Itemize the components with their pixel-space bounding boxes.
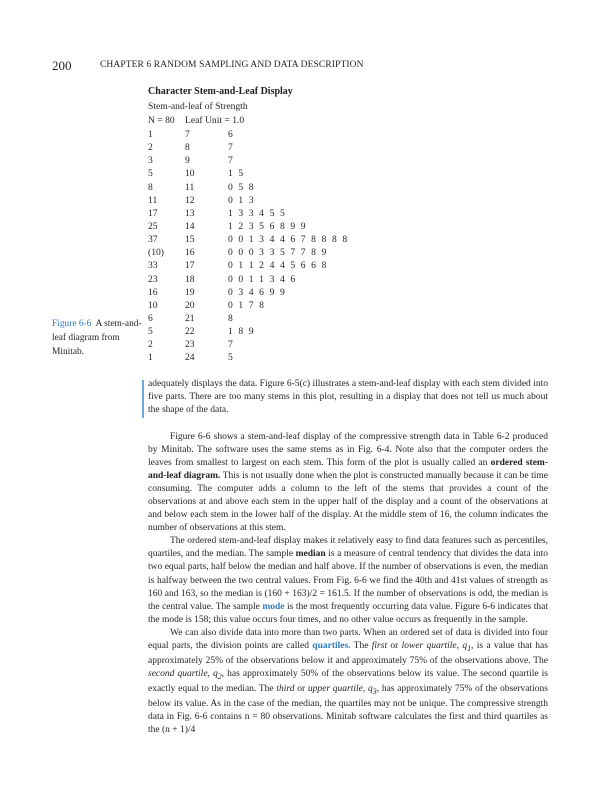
- stem-leaf-row: [148, 182, 448, 195]
- stem-leaf-row: [148, 313, 448, 326]
- stem-leaf-row: [148, 168, 448, 181]
- row-leaves: 0 0 0 3 3 5 7 7 8 9: [228, 247, 328, 259]
- stem-leaf-row: [148, 287, 448, 300]
- row-stem: 8: [185, 142, 190, 154]
- row-leaves: 0 0 1 3 4 4 6 7 8 8 8 8: [228, 234, 349, 246]
- row-leaves: 0 1 3: [228, 194, 256, 206]
- figure-label: Figure 6-6: [52, 319, 92, 329]
- row-stem: 14: [185, 220, 195, 232]
- stem-leaf-row: [148, 195, 448, 208]
- row-leaves: 1 3 3 4 5 5: [228, 207, 287, 219]
- paragraph-continued: adequately displays the data. Figure 6-5(c) illustrates a stem-and-leaf display with each stem divided into five parts. There are too many stems in this plot, resulting in a display that does not tell us much about the shape of the data.: [148, 379, 548, 416]
- chapter-title: CHAPTER 6 RANDOM SAMPLING AND DATA DESCRIPTION: [100, 60, 364, 70]
- row-count: 1: [148, 352, 153, 364]
- stem-leaf-row: [148, 208, 448, 221]
- row-leaves: 0 1 7 8: [228, 299, 266, 311]
- stem-leaf-row: [148, 221, 448, 234]
- term-median: median: [295, 549, 326, 560]
- listing-unit-label: Leaf Unit = 1.0: [185, 115, 245, 126]
- paragraph-median-mode: The ordered stem-and-leaf display makes it relatively easy to find data features such as percentiles, quartiles, and the median. The sample median is a measure of central tendency that divides the data into two equal parts, half below the median and half above. If the number of observations is even, the median is halfway between the two central values. From Fig. 6-6 we find the 40th and 41st values of strength as 160 and 163, so the median is (160 + 163)/2 = 161.5. If the number of observations is odd, the median is the central value. The sample mode is the most frequently occurring data value. Figure 6-6 indicates that the mode is 158; this value occurs four times, and no other value occurs as frequently in the sample.: [148, 536, 548, 625]
- stem-leaf-row: [148, 142, 448, 155]
- figure-caption-text: A stem-and-leaf diagram from Minitab.: [52, 319, 142, 357]
- row-count: 16: [148, 286, 158, 298]
- row-count: 6: [148, 312, 153, 324]
- row-count: 23: [148, 273, 158, 285]
- row-leaves: 7: [228, 142, 235, 154]
- row-leaves: 0 1 1 2 4 4 5 6 6 8: [228, 260, 328, 272]
- row-leaves: 1 5: [228, 168, 245, 180]
- stem-leaf-row: [148, 155, 448, 168]
- row-stem: 7: [185, 129, 190, 140]
- stem-leaf-row: [148, 234, 448, 247]
- row-count: 17: [148, 207, 158, 219]
- row-stem: 22: [185, 326, 195, 338]
- row-count: 3: [148, 155, 153, 167]
- row-stem: 21: [185, 312, 195, 324]
- row-stem: 17: [185, 260, 195, 272]
- row-count: 37: [148, 234, 158, 246]
- term-quartiles: quartiles.: [312, 640, 351, 651]
- stem-leaf-row: [148, 300, 448, 313]
- row-leaves: 0 0 1 1 3 4 6: [228, 273, 297, 285]
- row-leaves: 1 8 9: [228, 326, 256, 338]
- row-stem: 12: [185, 194, 195, 206]
- row-stem: 11: [185, 181, 195, 193]
- paragraph-ordered-display: Figure 6-6 shows a stem-and-leaf display of the compressive strength data in Table 6-2 produced by Minitab. The software uses the same stems as in Fig. 6-4. Note also that the computer orders the leaves from smallest to largest on each stem. This form of the plot is usually called an ordered stem-and-leaf diagram. This is not usually done when the plot is constructed manually because it can be time consuming. The computer adds a column to the left of the stems that provides a count of the observations at and above each stem in the upper half of the display and a count of the observations at and below each stem in the lower half of the display. At the middle stem of 16, the column indicates the number of observations at this stem.: [148, 432, 549, 534]
- row-leaves: 7: [228, 155, 235, 167]
- row-leaves: 7: [228, 339, 235, 351]
- change-bar: [142, 380, 144, 418]
- stem-leaf-row: [148, 352, 448, 365]
- row-count: 2: [148, 142, 153, 154]
- row-stem: 9: [185, 155, 190, 167]
- row-leaves: 0 3 4 6 9 9: [228, 286, 287, 298]
- figure-caption: [52, 317, 142, 359]
- term-mode: mode: [262, 601, 285, 612]
- row-stem: 23: [185, 339, 195, 351]
- row-count: 1: [148, 129, 153, 140]
- listing-subtitle: Stem-and-leaf of Strength: [148, 101, 248, 112]
- row-count: 5: [148, 326, 153, 338]
- row-count: 33: [148, 260, 158, 272]
- stem-leaf-row: [148, 260, 448, 273]
- stem-leaf-rows: [148, 129, 448, 366]
- stem-leaf-row: [148, 339, 448, 352]
- listing-n-label: N = 80: [148, 115, 175, 126]
- body-text: [148, 431, 548, 737]
- row-count: 8: [148, 181, 153, 193]
- stem-leaf-row: [148, 326, 448, 339]
- row-count: 25: [148, 220, 158, 232]
- row-leaves: 5: [228, 352, 235, 364]
- row-leaves: 0 5 8: [228, 181, 256, 193]
- row-count: (10): [148, 247, 164, 259]
- row-leaves: 6: [228, 129, 235, 140]
- row-stem: 24: [185, 352, 195, 364]
- row-stem: 15: [185, 234, 195, 246]
- row-stem: 13: [185, 207, 195, 219]
- row-stem: 10: [185, 168, 195, 180]
- stem-leaf-row: [148, 247, 448, 260]
- listing-title: Character Stem-and-Leaf Display: [148, 86, 293, 97]
- row-stem: 18: [185, 273, 195, 285]
- row-stem: 19: [185, 286, 195, 298]
- paragraph-quartiles: We can also divide data into more than two parts. When an ordered set of data is divided into four equal parts, the division points are called quartiles. The first or lower quartile, $q_1$, is a value that has approximately 25% of the observations below it and approximately 75% of the observations above. The second quartile, $q_2$, has approximately 50% of the observations below its value. The second quartile is exactly equal to the median. The third or upper quartile, $q_3$, has approximately 75% of the observations below its value. As in the case of the median, the quartiles may not be unique. The compressive strength data in Fig. 6-6 contains n = 80 observations. Minitab software calculates the first and third quartiles as the (n + 1)/4: [148, 627, 548, 735]
- term-ordered-stem-leaf: ordered stem-and-leaf diagram.: [148, 458, 548, 482]
- row-count: 5: [148, 168, 153, 180]
- page-number: 200: [52, 58, 72, 73]
- row-leaves: 8: [228, 312, 235, 324]
- row-count: 11: [148, 194, 158, 206]
- row-stem: 16: [185, 247, 195, 259]
- stem-leaf-row: [148, 274, 448, 287]
- row-count: 10: [148, 299, 158, 311]
- row-leaves: 1 2 3 5 6 8 9 9: [228, 220, 308, 232]
- stem-leaf-row: [148, 129, 448, 142]
- running-header: [52, 58, 572, 72]
- row-count: 2: [148, 339, 153, 351]
- row-stem: 20: [185, 299, 195, 311]
